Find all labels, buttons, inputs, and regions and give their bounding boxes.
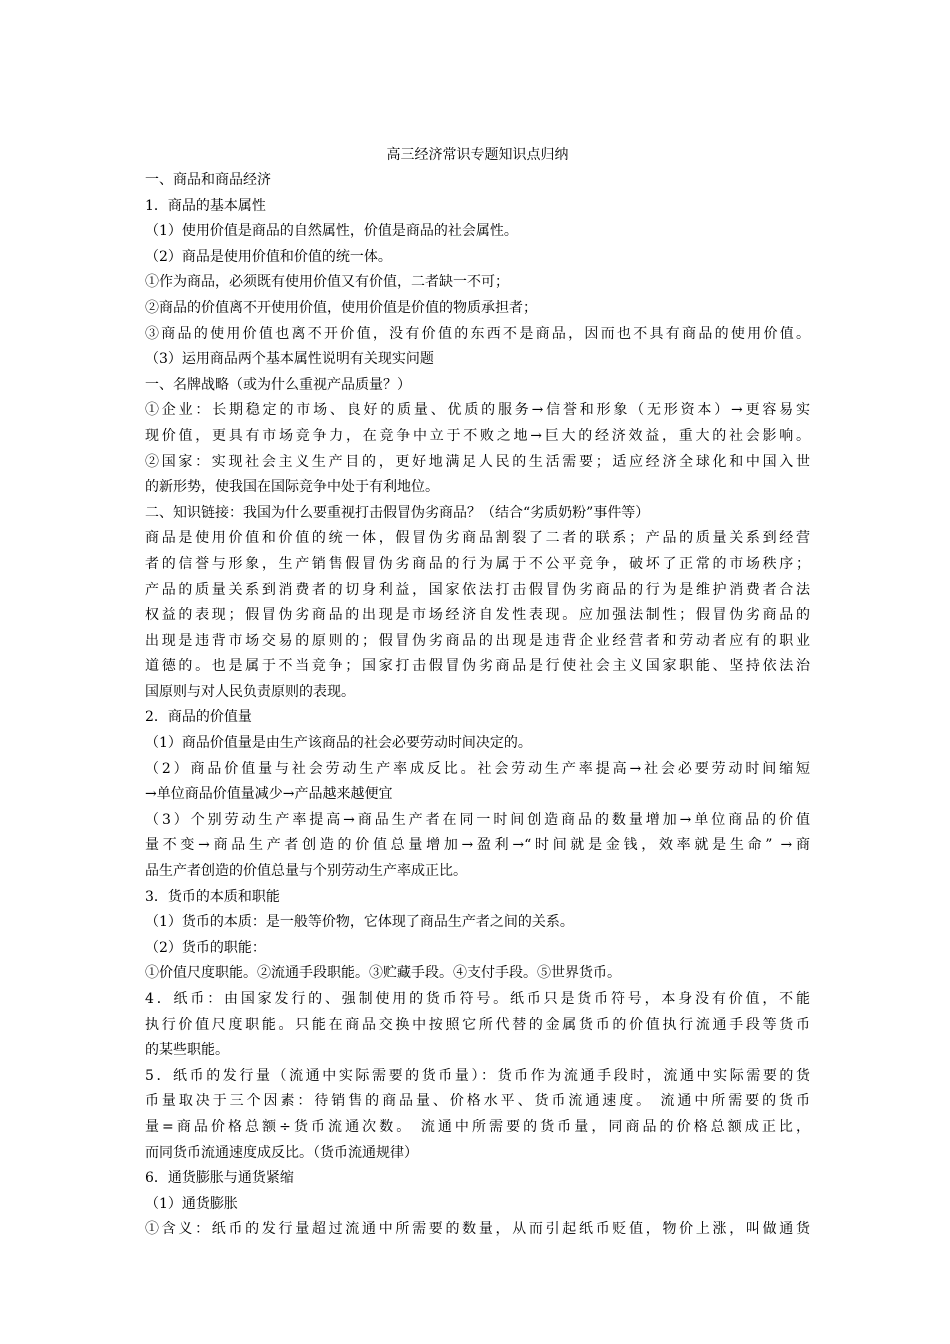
text-line: （2）货币的职能： bbox=[145, 939, 266, 956]
text-line: 执行价值尺度职能。只能在商品交换中按照它所代替的金属货币的价值执行流通手段等货币 bbox=[145, 1016, 810, 1033]
text-line: 1．商品的基本属性 bbox=[145, 197, 266, 214]
text-line: ①企业：长期稳定的市场、良好的质量、优质的服务→信誉和形象（无形资本）→更容易实 bbox=[145, 402, 810, 419]
text-line: 2．商品的价值量 bbox=[145, 709, 252, 726]
text-line: 商品是使用价值和价值的统一体，假冒伪劣商品割裂了二者的联系；产品的质量关系到经营 bbox=[145, 530, 810, 547]
text-line: （1）商品价值量是由生产该商品的社会必要劳动时间决定的。 bbox=[145, 735, 532, 752]
document-page bbox=[145, 142, 810, 1243]
text-line: 6．通货膨胀与通货紧缩 bbox=[145, 1170, 294, 1187]
text-line: 而同货币流通速度成反比。（货币流通规律） bbox=[145, 1144, 418, 1161]
text-line: （1）使用价值是商品的自然属性，价值是商品的社会属性。 bbox=[145, 223, 518, 240]
text-line: ①价值尺度职能。②流通手段职能。③贮藏手段。④支付手段。⑤世界货币。 bbox=[145, 965, 621, 982]
text-line: ①含义：纸币的发行量超过流通中所需要的数量，从而引起纸币贬值，物价上涨，叫做通货 bbox=[145, 1221, 810, 1238]
document-title: 高三经济常识专题知识点归纳 bbox=[386, 147, 569, 163]
text-line: （3）个别劳动生产率提高→商品生产者在同一时间创造商品的数量增加→单位商品的价值 bbox=[145, 811, 810, 828]
text-line: （3）运用商品两个基本属性说明有关现实问题 bbox=[145, 351, 434, 368]
text-line: ①作为商品，必须既有使用价值又有价值，二者缺一不可； bbox=[145, 274, 509, 291]
text-line: （1）通货膨胀 bbox=[145, 1195, 238, 1212]
text-line: 权益的表现；假冒伪劣商品的出现是市场经济自发性表现。应加强法制性；假冒伪劣商品的 bbox=[145, 607, 810, 624]
text-line: 一、商品和商品经济 bbox=[145, 172, 271, 188]
text-line: 出现是违背市场交易的原则的；假冒伪劣商品的出现是违背企业经营者和劳动者应有的职业 bbox=[145, 632, 810, 649]
text-line: 的新形势，使我国在国际竞争中处于有利地位。 bbox=[145, 479, 439, 496]
text-line: ②商品的价值离不开使用价值，使用价值是价值的物质承担者； bbox=[145, 299, 537, 316]
text-line: （2）商品价值量与社会劳动生产率成反比。社会劳动生产率提高→社会必要劳动时间缩短 bbox=[145, 760, 810, 777]
text-line: 一、名牌战略（或为什么重视产品质量？） bbox=[145, 376, 411, 393]
text-line: 量=商品价格总额÷货币流通次数。 流通中所需要的货币量，同商品的价格总额成正比， bbox=[145, 1118, 810, 1135]
text-line: 的某些职能。 bbox=[145, 1042, 229, 1059]
text-line: 者的信誉与形象，生产销售假冒伪劣商品的行为属于不公平竞争，破坏了正常的市场秩序； bbox=[145, 555, 810, 572]
text-line: 量不变→商品生产者创造的价值总量增加→盈利→“时间就是金钱，效率就是生命” →商 bbox=[145, 837, 810, 854]
text-line: →单位商品价值量减少→产品越来越便宜 bbox=[145, 786, 393, 803]
text-line: （1）货币的本质：是一般等价物，它体现了商品生产者之间的关系。 bbox=[145, 914, 574, 931]
text-line: 币量取决于三个因素：待销售的商品量、价格水平、货币流通速度。 流通中所需要的货币 bbox=[145, 1093, 810, 1110]
text-line: 现价值，更具有市场竞争力，在竞争中立于不败之地→巨大的经济效益，重大的社会影响。 bbox=[145, 427, 810, 444]
text-line: 道德的。也是属于不当竞争；国家打击假冒伪劣商品是行使社会主义国家职能、坚持依法治 bbox=[145, 658, 810, 675]
text-line: ③商品的使用价值也离不开价值，没有价值的东西不是商品，因而也不具有商品的使用价值。 bbox=[145, 325, 810, 342]
text-line: 国原则与对人民负责原则的表现。 bbox=[145, 683, 355, 700]
text-line: （2）商品是使用价值和价值的统一体。 bbox=[145, 248, 392, 265]
document-body bbox=[145, 168, 810, 1243]
text-line: 二、知识链接：我国为什么要重视打击假冒伪劣商品？（结合“劣质奶粉”事件等） bbox=[145, 504, 650, 521]
text-line: 产品的质量关系到消费者的切身利益，国家依法打击假冒伪劣商品的行为是维护消费者合法 bbox=[145, 581, 810, 598]
text-line: 5．纸币的发行量（流通中实际需要的货币量）：货币作为流通手段时，流通中实际需要的货 bbox=[145, 1067, 810, 1084]
text-line: 4．纸币：由国家发行的、强制使用的货币符号。纸币只是货币符号，本身没有价值，不能 bbox=[145, 991, 810, 1007]
text-line: 3．货币的本质和职能 bbox=[145, 888, 280, 905]
text-line: 品生产者创造的价值总量与个别劳动生产率成正比。 bbox=[145, 863, 467, 880]
text-line: ②国家：实现社会主义生产目的，更好地满足人民的生活需要；适应经济全球化和中国入世 bbox=[145, 453, 810, 470]
